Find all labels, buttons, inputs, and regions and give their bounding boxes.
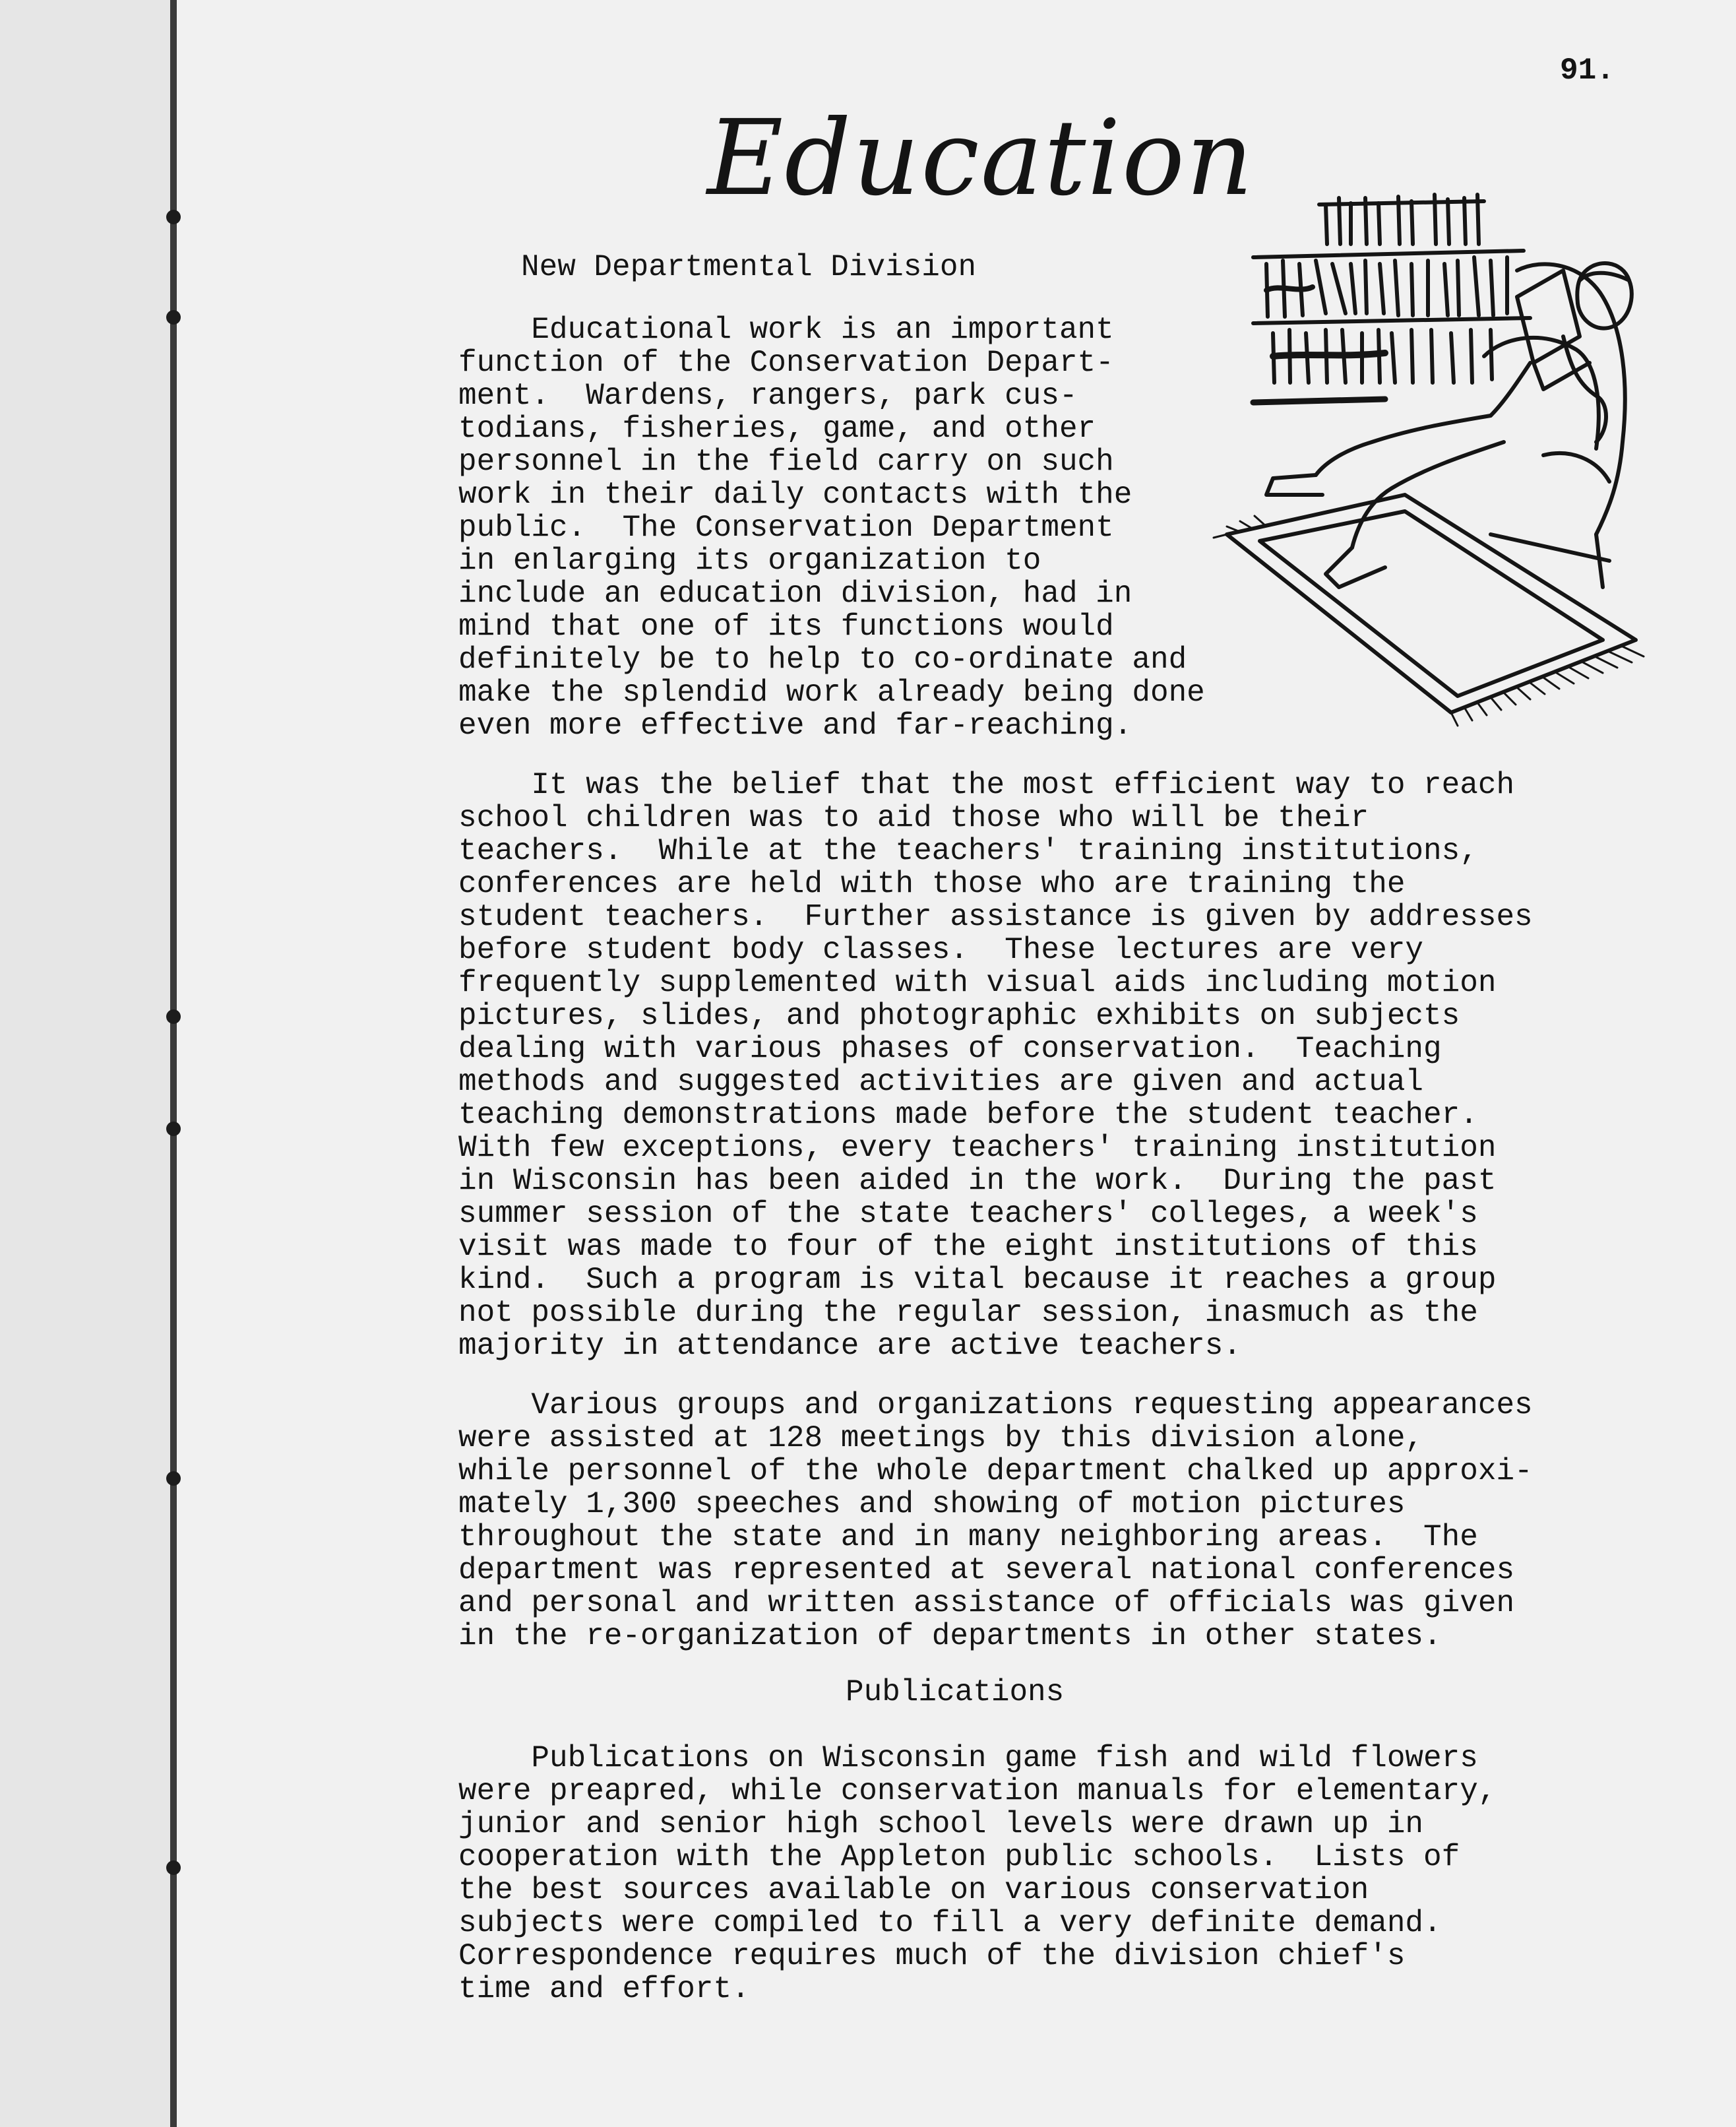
binding-hole <box>166 1471 181 1486</box>
body-paragraph: Various groups and organizations requesting appearances were assisted at 128 meetings by this division alone, while personnel of the whole department chalked up approxi- mately 1,300 speeches and showing of motion pictures throughout the state and in many neighboring areas. The department was represented at several national conferences and personal and written assistance of officials was given in the re-organization of departments in other states. <box>458 1388 1533 1653</box>
page-title: Education <box>707 98 1255 219</box>
section-heading: New Departmental Division <box>521 250 977 284</box>
page-number: 91. <box>1560 53 1615 88</box>
reading-man-illustration <box>1174 165 1649 746</box>
binding-hole <box>166 1122 181 1136</box>
binding-hole <box>166 210 181 224</box>
body-paragraph: It was the belief that the most efficient way to reach school children was to aid those who will be their teachers. While at the teachers' training institutions, conferences are held with those who are training the student teachers. Further assistance is given by addresses before student body classes. These lectures are very frequently supplemented with visual aids including motion pictures, slides, and photographic exhibits on subjects dealing with various phases of conservation. Teaching methods and suggested activities are given and actual teaching demonstrations made before the student teacher. With few exceptions, every teachers' training institution in Wisconsin has been aided in the work. During the past summer session of the state teachers' colleges, a week's visit was made to four of the eight institutions of this kind. Such a program is vital because it reaches a group not possible during the regular session, inasmuch as the majority in attendance are active teachers. <box>458 768 1533 1363</box>
body-paragraph: Publications on Wisconsin game fish and wild flowers were preapred, while conservation manuals for elementary, junior and senior high school levels were drawn up in cooperation with the Appleton public schools. Lists of the best sources available on various conservation subjects were compiled to fill a very definite demand. Correspondence requires much of the division chief's time and effort. <box>458 1741 1497 2006</box>
binding-hole <box>166 1860 181 1875</box>
section-heading: Publications <box>846 1675 1065 1709</box>
body-paragraph: Educational work is an important function of the Conservation Depart- ment. Wardens, rangers, park cus- todians, fisheries, game, and other personnel in the field carry on such work in their daily contacts with the public. The Conservation Department in enlarging its organization to include an education division, had in mind that one of its functions would definitely be to help to co-ordinate and make the splendid work already being done even more effective and far-reaching. <box>458 313 1205 743</box>
binding-hole <box>166 310 181 325</box>
binding-hole <box>166 1009 181 1024</box>
